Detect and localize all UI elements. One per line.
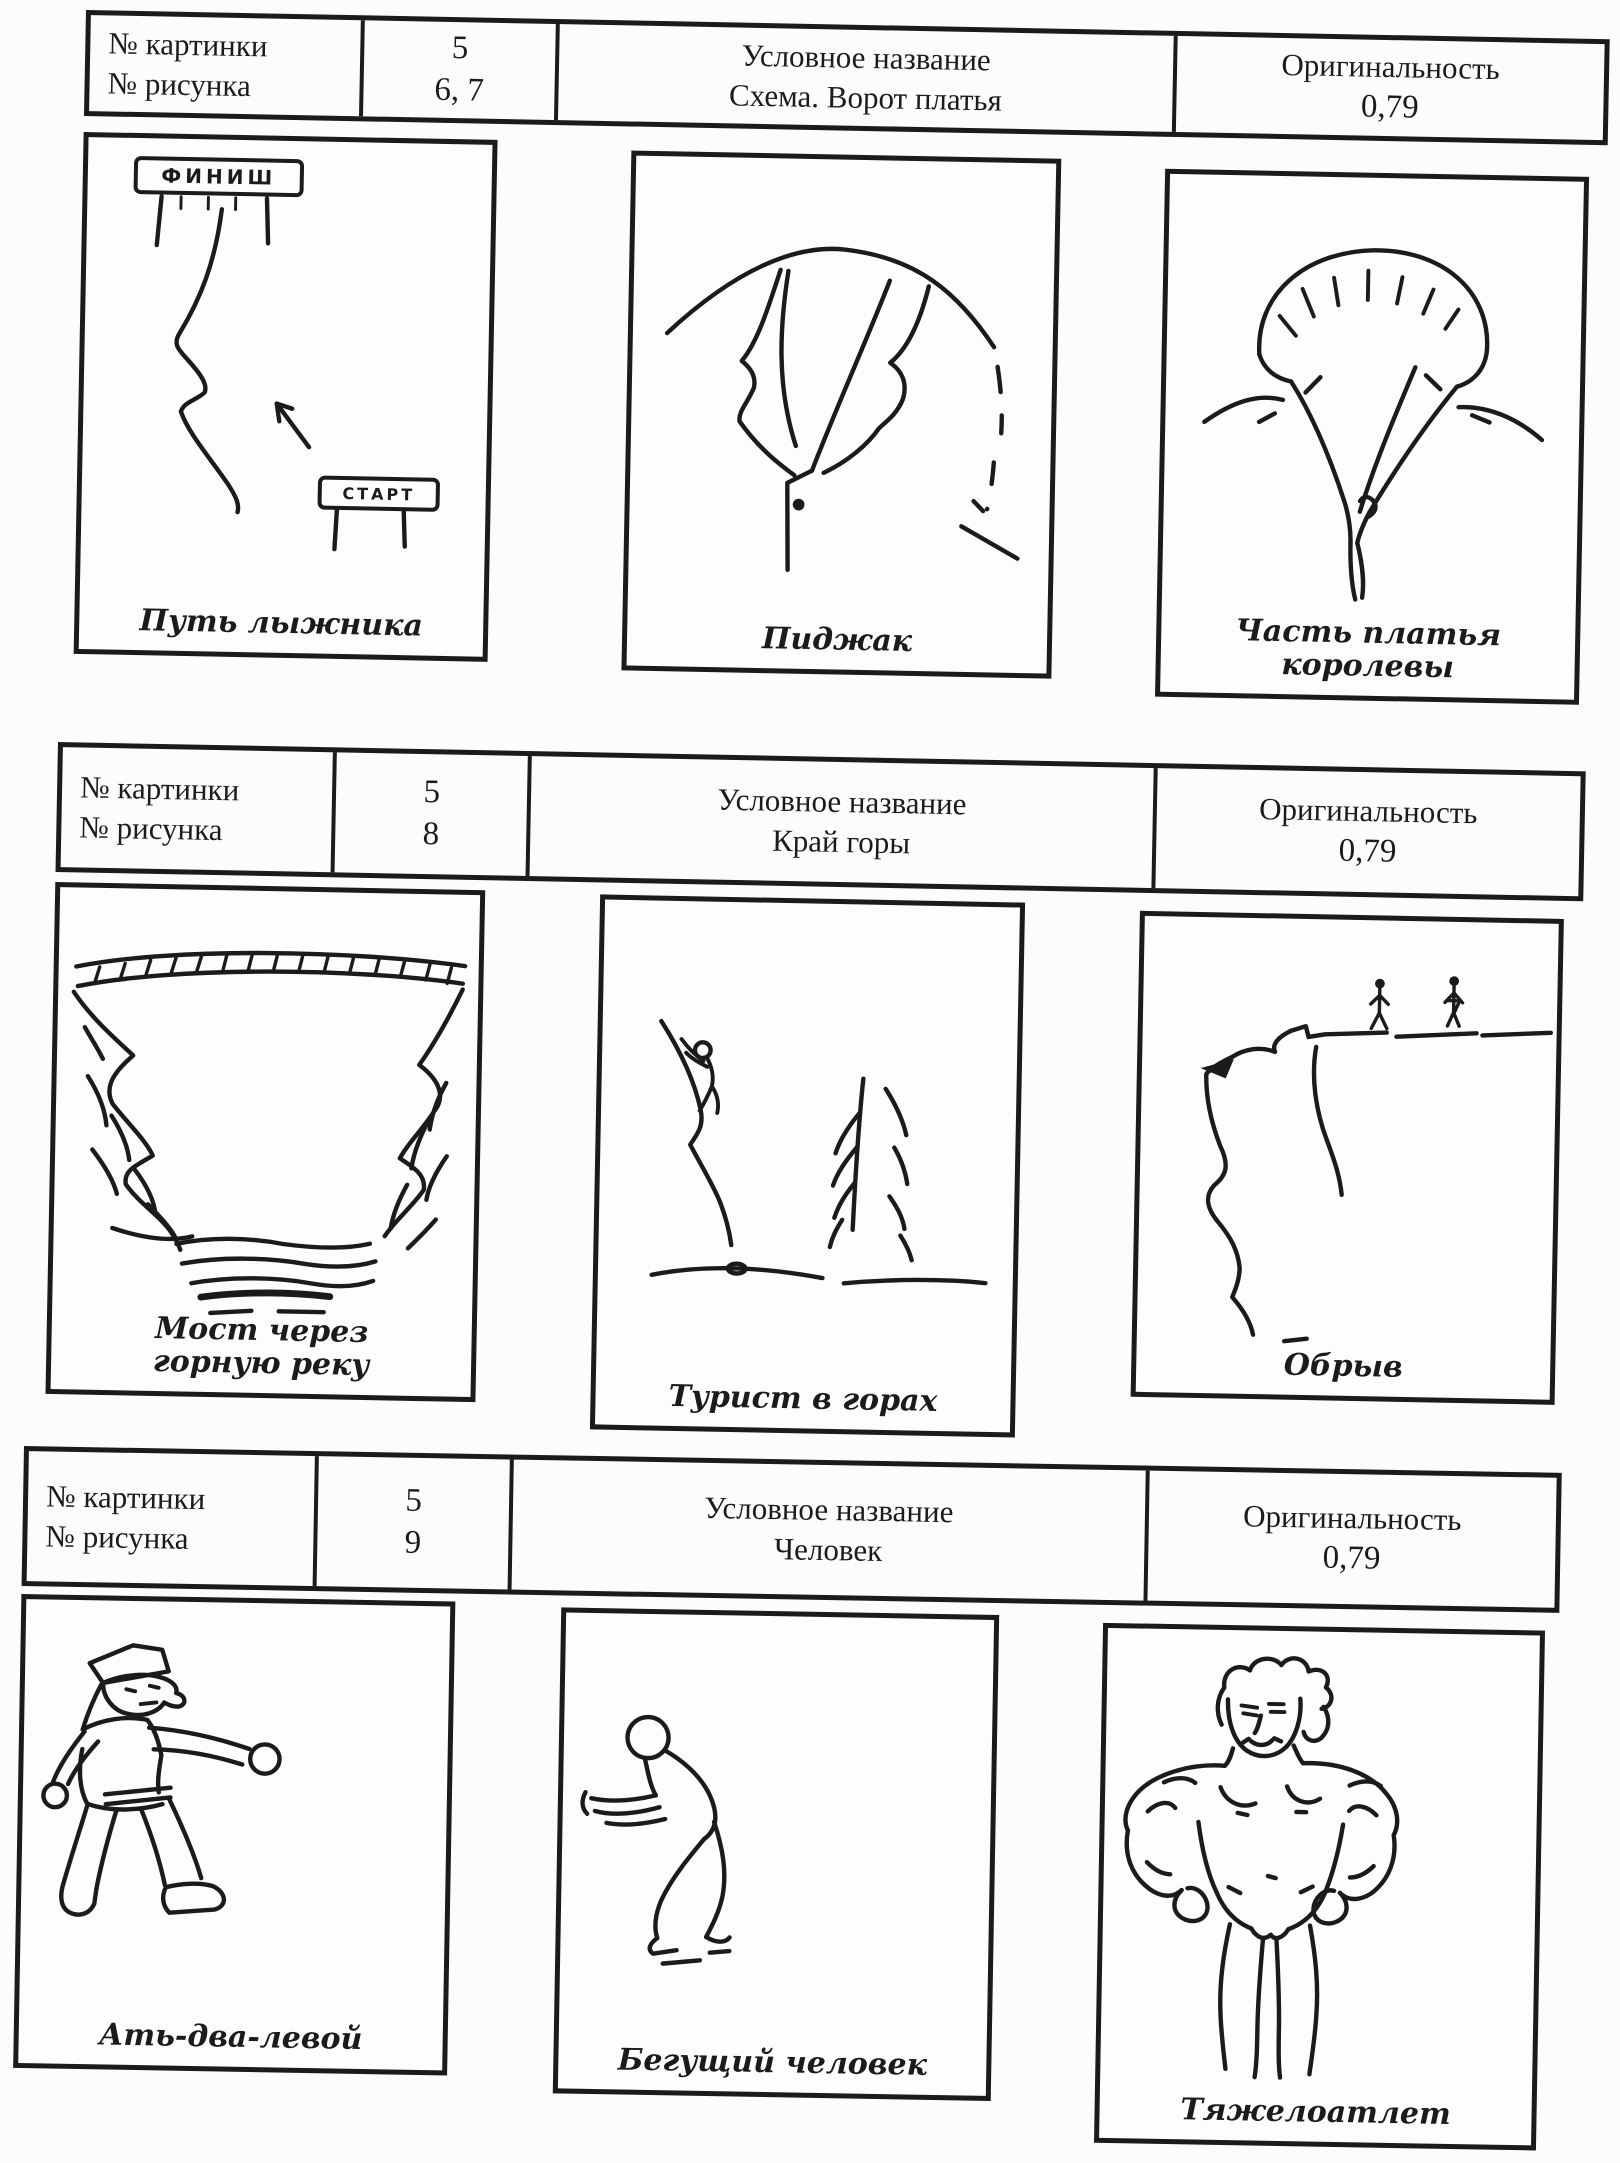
drawing-caption: Мост через горную реку (152, 1310, 370, 1384)
drawing-panel (74, 132, 498, 662)
result-block-2 (45, 742, 1586, 1471)
drawing-number-label: № рисунка (45, 1518, 189, 1556)
drawing-caption: Обрыв (1283, 1348, 1404, 1386)
originality-label: Оригинальность (1281, 47, 1501, 87)
start-sign: СТАРТ (317, 476, 440, 512)
picture-number-label: № картинки (108, 25, 268, 64)
cliff-drawing (1136, 916, 1559, 1400)
block1-header-table (84, 10, 1610, 145)
picture-number-value: 5 (423, 774, 441, 811)
result-block-1 (73, 10, 1610, 719)
conditional-name-value: Человек (773, 1531, 883, 1568)
conditional-name-value: Схема. Ворот платья (728, 77, 1003, 118)
marching-man-drawing (18, 1599, 450, 2070)
originality-value: 0,79 (1322, 1539, 1381, 1577)
finish-sign: ФИНИШ (133, 156, 304, 197)
ski-path-drawing (79, 137, 493, 657)
drawing-number-value: 6, 7 (434, 71, 485, 109)
drawing-caption: Часть платья королевы (1235, 612, 1502, 686)
picture-number-value: 5 (405, 1482, 423, 1520)
drawing-caption: Турист в горах (668, 1379, 938, 1420)
drawing-number-value: 8 (422, 816, 440, 853)
drawing-number-label: № рисунка (107, 65, 252, 104)
drawing-caption: Путь лыжника (139, 603, 424, 644)
drawing-caption: Тяжелоатлет (1180, 2092, 1452, 2133)
conditional-name-label: Условное название (717, 782, 967, 822)
drawing-panel (621, 150, 1061, 678)
originality-value: 0,79 (1360, 88, 1420, 126)
block3-header-table (22, 1446, 1562, 1613)
drawing-caption: Ать-два-левой (98, 2017, 363, 2058)
drawing-number-label: № рисунка (79, 809, 223, 848)
picture-number-value: 5 (451, 30, 469, 67)
picture-number-label: № картинки (45, 1478, 206, 1517)
originality-label: Оригинальность (1242, 1498, 1462, 1538)
conditional-name-label: Условное название (704, 1490, 954, 1530)
drawing-panel (1094, 1623, 1545, 2151)
drawing-panel (13, 1594, 455, 2076)
tourist-mountains-drawing (595, 900, 1020, 1433)
conditional-name-value: Край горы (771, 822, 911, 861)
drawing-panel (45, 882, 485, 1402)
running-man-drawing (558, 1612, 994, 2095)
originality-value: 0,79 (1338, 832, 1397, 870)
block2-header-table (56, 742, 1586, 901)
jacket-drawing (627, 156, 1057, 674)
drawing-caption: Пиджак (761, 621, 913, 660)
weightlifter-drawing (1099, 1628, 1540, 2145)
drawing-panel (1131, 911, 1564, 1405)
drawing-panel (553, 1607, 999, 2101)
conditional-name-label: Условное название (741, 37, 992, 78)
picture-number-label: № картинки (79, 769, 240, 808)
drawing-caption: Бегущий человек (617, 2042, 928, 2084)
drawing-panel (1155, 169, 1589, 705)
drawing-number-value: 9 (404, 1524, 422, 1561)
drawing-panel (590, 894, 1025, 1437)
originality-label: Оригинальность (1258, 791, 1478, 831)
result-block-3 (12, 1446, 1562, 2163)
